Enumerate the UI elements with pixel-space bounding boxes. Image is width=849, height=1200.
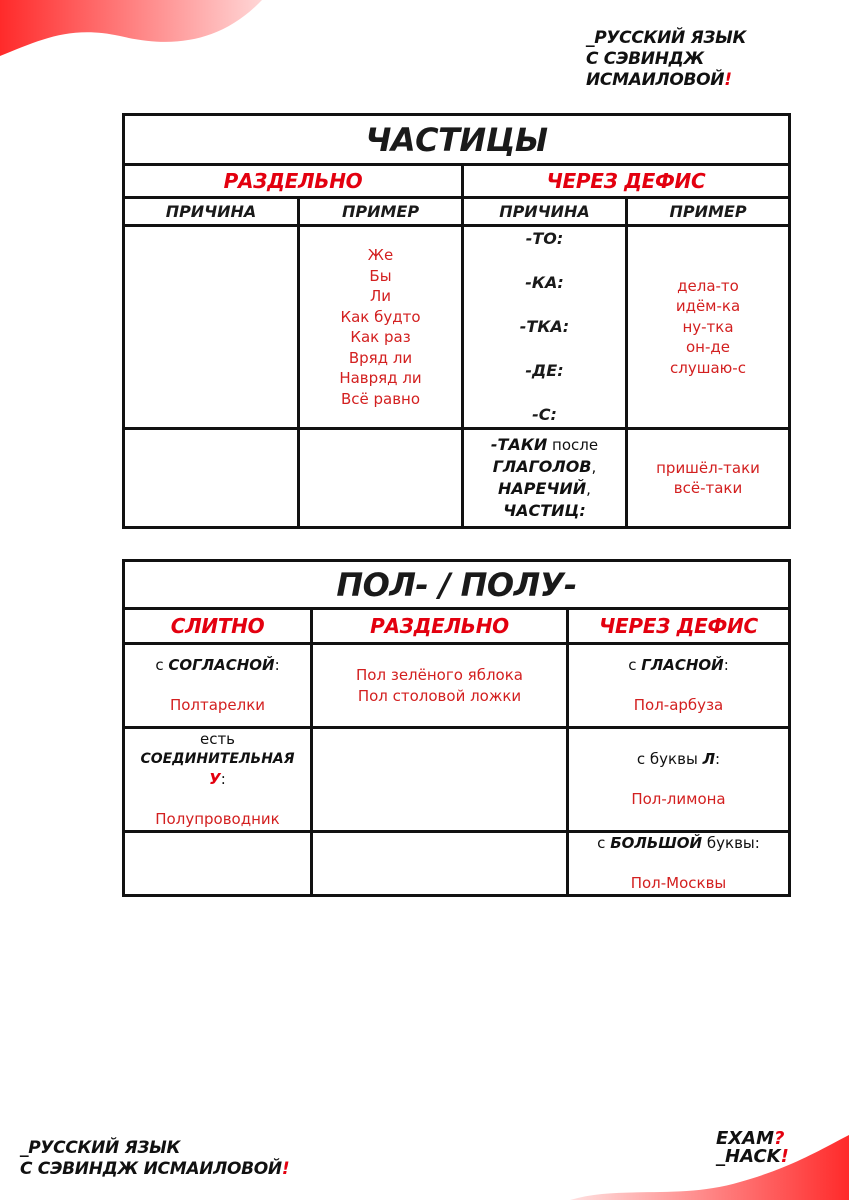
example-item: пришёл-таки [656,458,760,477]
pol-connective-cell [124,728,312,832]
pol-title: ПОЛ- / ПОЛУ- [124,561,790,609]
example-item: Как раз [350,328,411,346]
examhack-logo [716,1130,789,1166]
rule-text: с [155,656,169,675]
brand-exclamation: ! [724,70,732,90]
taki-particle: -ТАКИ [490,435,548,454]
example-item: Полупроводник [155,810,280,829]
particles-header-separately: РАЗДЕЛЬНО [124,165,463,198]
example-item: всё-таки [673,479,743,497]
empty-cell [299,429,463,528]
logo-question: ? [774,1128,785,1149]
subheader-example-2: ПРИМЕР [627,198,790,226]
pol-capital-cell [568,832,790,896]
example-item: он-де [686,338,730,357]
subheader-example-1: ПРИМЕР [299,198,463,226]
rule-text: : [715,750,721,769]
particles-title: ЧАСТИЦЫ [124,115,790,165]
pol-separate-cell [312,644,568,728]
brand-header [586,28,849,91]
example-item: Бы [369,266,392,285]
brand-line-1: _РУССКИЙ ЯЗЫК [20,1138,181,1158]
particles-table [122,113,791,529]
rule-text: буквы: [702,834,760,853]
example-item: Пол-Москвы [630,874,727,893]
rule-keyword: БОЛЬШОЙ [610,834,703,853]
rule-keyword: ГЛАСНОЙ [641,656,724,675]
rule-text: : [723,656,729,675]
example-item: ну-тка [682,317,734,336]
decor-blob-top-left [0,0,280,60]
example-item: Пол-арбуза [633,696,724,715]
rule-text: с [597,834,611,853]
separate-examples-cell [299,226,463,429]
hyphen-reason: -ДЕ: [525,361,564,380]
decor-blob-bottom-right [560,1130,849,1200]
empty-cell [124,429,299,528]
empty-cell [312,728,568,832]
particles-header-hyphen: ЧЕРЕЗ ДЕФИС [463,165,790,198]
brand-line-1: _РУССКИЙ ЯЗЫК [586,28,747,48]
example-item: Пол зелёного яблока [356,666,523,684]
rule-text: с [628,656,642,675]
rule-keyword: Л [702,750,716,769]
example-item: Пол столовой ложки [357,686,522,705]
pol-header-separately: РАЗДЕЛЬНО [312,609,568,644]
empty-reason-cell [124,226,299,429]
pol-vowel-cell [568,644,790,728]
taki-rule-cell [463,429,627,528]
hyphen-reasons-cell [463,226,627,429]
logo-exam: EXAM [716,1128,775,1149]
rule-text: есть [199,730,236,749]
example-item: Пол-лимона [631,790,726,809]
rule-letter: У [209,770,221,789]
example-item: Как будто [340,307,421,326]
pol-consonant-cell [124,644,312,728]
taki-examples-cell [627,429,790,528]
example-item: Полтарелки [169,696,266,715]
example-item: Ли [369,287,392,305]
pol-letter-l-cell [568,728,790,832]
example-item: Вряд ли [348,348,413,367]
example-item: Навряд ли [339,369,422,387]
pol-header-together: СЛИТНО [124,609,312,644]
logo-hack: _HACK [716,1146,781,1167]
rule-text: : [274,656,280,675]
comma: , [591,458,597,476]
hyphen-examples-cell [627,226,790,429]
taki-particles: ЧАСТИЦ: [503,501,586,520]
brand-footer [20,1138,289,1180]
example-item: Же [367,246,394,264]
comma: , [586,480,591,498]
taki-after: после [547,436,599,454]
example-item: идём-ка [675,297,741,316]
pol-header-hyphen: ЧЕРЕЗ ДЕФИС [568,609,790,644]
rule-text: : [220,770,226,789]
pol-table [122,559,791,897]
hyphen-reason: -ТО: [525,229,564,248]
hyphen-reason: -С: [532,405,557,424]
logo-exclamation: ! [780,1146,789,1167]
rule-text: с буквы [636,750,703,769]
subheader-reason-2: ПРИЧИНА [463,198,627,226]
hyphen-reason: -ТКА: [519,317,570,336]
taki-adverbs: НАРЕЧИЙ [498,479,587,498]
rule-keyword: СОЕДИНИТЕЛЬНАЯ [140,751,295,768]
rule-keyword: СОГЛАСНОЙ [168,656,275,675]
empty-cell [124,832,312,896]
example-item: слушаю-с [670,358,746,377]
hyphen-reason: -КА: [525,273,564,292]
subheader-reason-1: ПРИЧИНА [124,198,299,226]
brand-exclamation: ! [281,1159,290,1179]
taki-verbs: ГЛАГОЛОВ [492,457,592,476]
example-item: дела-то [677,276,739,295]
empty-cell [312,832,568,896]
brand-line-2: С СЭВИНДЖ ИСМАИЛОВОЙ [586,49,725,90]
brand-line-2: С СЭВИНДЖ ИСМАИЛОВОЙ [20,1159,282,1179]
example-item: Всё равно [340,389,421,408]
